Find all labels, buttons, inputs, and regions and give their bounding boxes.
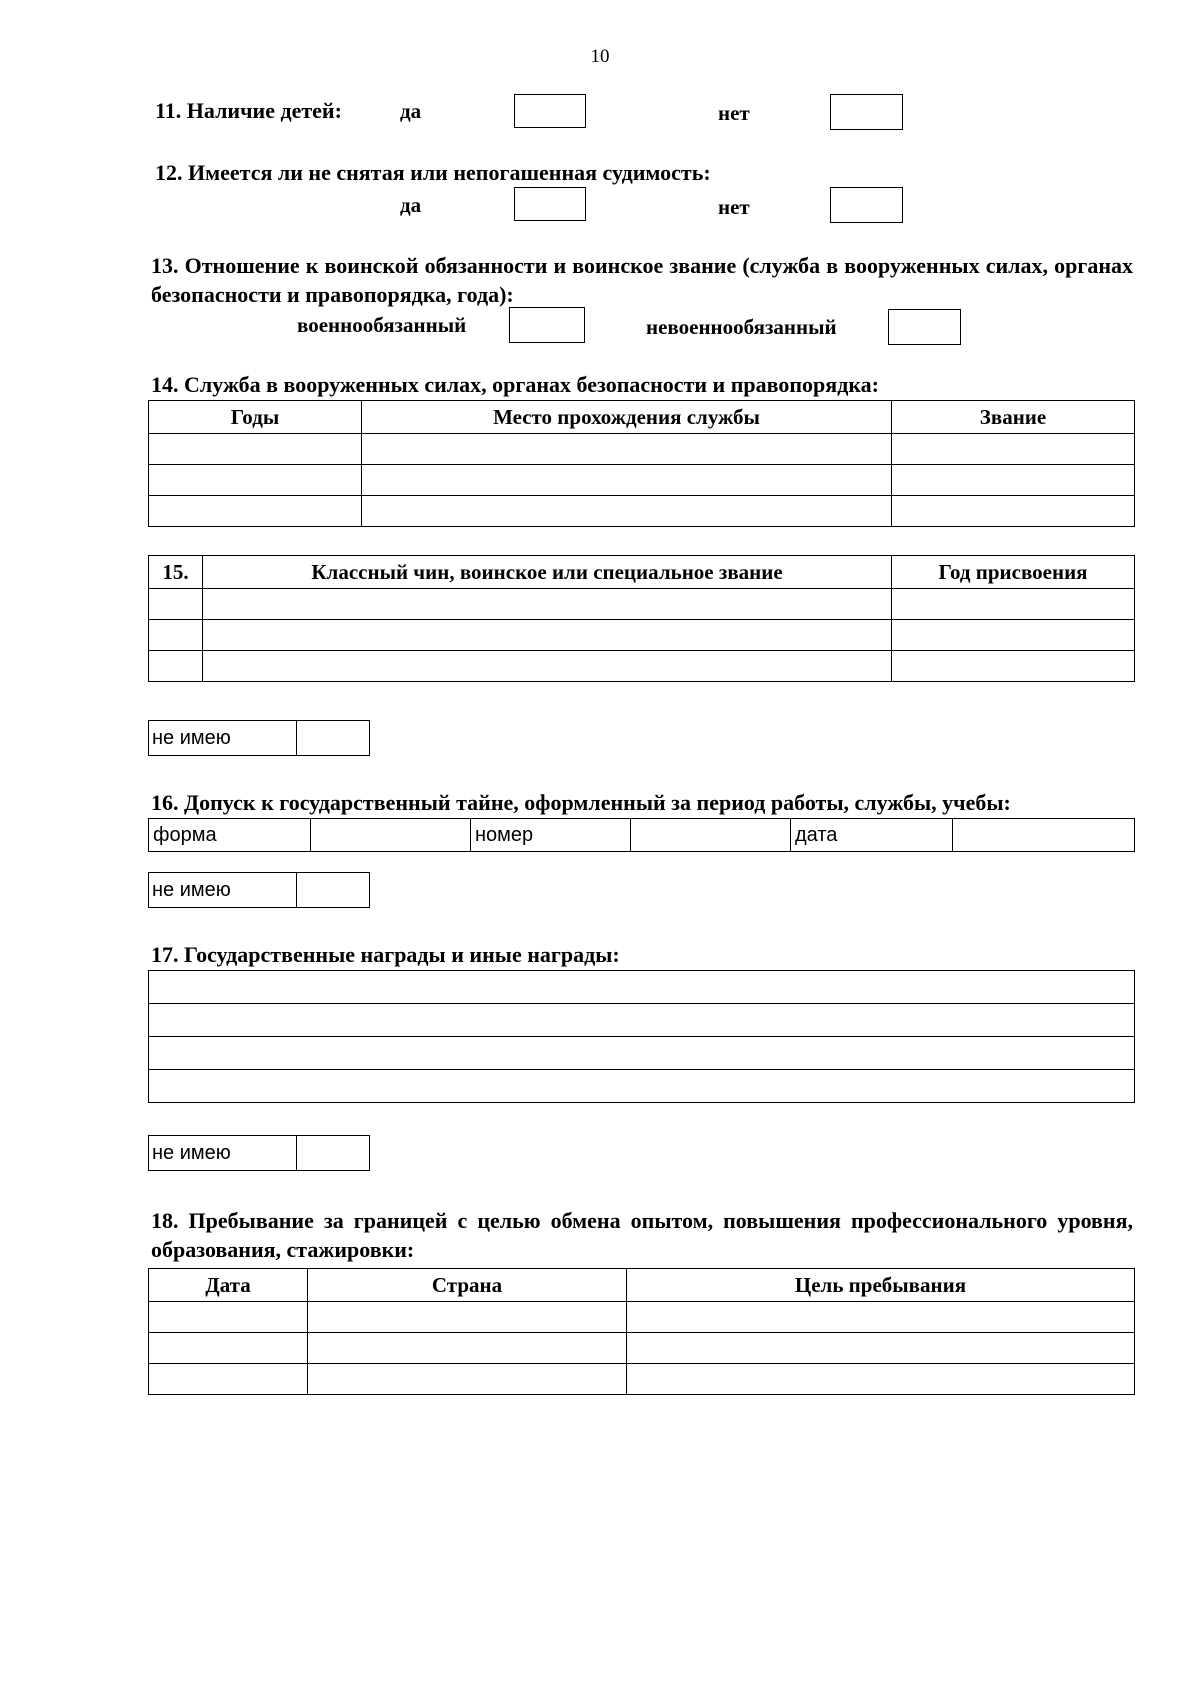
q11-no-label: нет [718, 101, 750, 125]
q17-title: 17. Государственные награды и иные награды: [151, 942, 620, 967]
q17-none-box [148, 1135, 370, 1171]
q15-col-year: Год присвоения [892, 556, 1135, 589]
table-row [149, 1037, 1135, 1070]
q16-date-label: дата [791, 819, 953, 852]
q17-none-checkbox[interactable] [297, 1136, 369, 1170]
q14-table [148, 400, 1135, 527]
table-row [149, 496, 1135, 527]
q16-table [148, 818, 1135, 852]
table-row [149, 1004, 1135, 1037]
q12-no-label: нет [718, 195, 750, 219]
q12-no-checkbox[interactable] [830, 187, 903, 223]
q15-number: 15. [149, 556, 203, 589]
table-row [149, 1070, 1135, 1103]
q11-title: 11. Наличие детей: [155, 98, 342, 123]
q16-number-label: номер [471, 819, 631, 852]
q18-table [148, 1268, 1135, 1395]
q16-none-checkbox[interactable] [297, 873, 369, 907]
q18-title: 18. Пребывание за границей с целью обмена опытом, повышения профессионального уровня, образования, стажировки: [151, 1208, 1133, 1262]
table-row [149, 589, 1135, 620]
q15-col-rank: Классный чин, воинское или специальное звание [203, 556, 892, 589]
q15-table [148, 555, 1135, 682]
table-row [149, 620, 1135, 651]
q12-yes-label: да [400, 193, 422, 217]
q13-option1-label: военнообязанный [297, 313, 467, 337]
q16-form-input[interactable] [311, 819, 471, 852]
q18-col-country: Страна [308, 1269, 627, 1302]
table-row [149, 434, 1135, 465]
q13-option1-checkbox[interactable] [509, 307, 585, 343]
q11-no-checkbox[interactable] [830, 94, 903, 130]
q16-none-box [148, 872, 370, 908]
q16-date-input[interactable] [953, 819, 1135, 852]
table-row [149, 651, 1135, 682]
q12-yes-checkbox[interactable] [514, 187, 586, 221]
q14-col-place: Место прохождения службы [362, 401, 892, 434]
q16-title: 16. Допуск к государственный тайне, оформленный за период работы, службы, учебы: [151, 790, 1011, 815]
q13-title: 13. Отношение к воинской обязанности и воинское звание (служба в вооруженных силах, органах безопасности и правопорядка, года): [151, 253, 1133, 307]
q16-number-input[interactable] [631, 819, 791, 852]
q18-col-date: Дата [149, 1269, 308, 1302]
page-number: 10 [590, 46, 610, 67]
table-row [149, 1333, 1135, 1364]
q18-col-purpose: Цель пребывания [627, 1269, 1135, 1302]
q14-col-rank: Звание [892, 401, 1135, 434]
table-row [149, 465, 1135, 496]
q15-none-box [148, 720, 370, 756]
table-row [149, 1364, 1135, 1395]
table-row [149, 1302, 1135, 1333]
q15-none-label: не имею [149, 721, 297, 755]
q15-none-checkbox[interactable] [297, 721, 369, 755]
q17-table [148, 970, 1135, 1103]
q14-col-years: Годы [149, 401, 362, 434]
q14-title: 14. Служба в вооруженных силах, органах безопасности и правопорядка: [151, 372, 879, 397]
table-row [149, 971, 1135, 1004]
q16-form-label: форма [149, 819, 311, 852]
q17-none-label: не имею [149, 1136, 297, 1170]
q11-yes-label: да [400, 99, 422, 123]
q16-none-label: не имею [149, 873, 297, 907]
q12-title: 12. Имеется ли не снятая или непогашенная судимость: [155, 160, 711, 185]
q11-yes-checkbox[interactable] [514, 94, 586, 128]
q13-option2-checkbox[interactable] [888, 309, 961, 345]
q13-option2-label: невоеннообязанный [646, 315, 837, 339]
